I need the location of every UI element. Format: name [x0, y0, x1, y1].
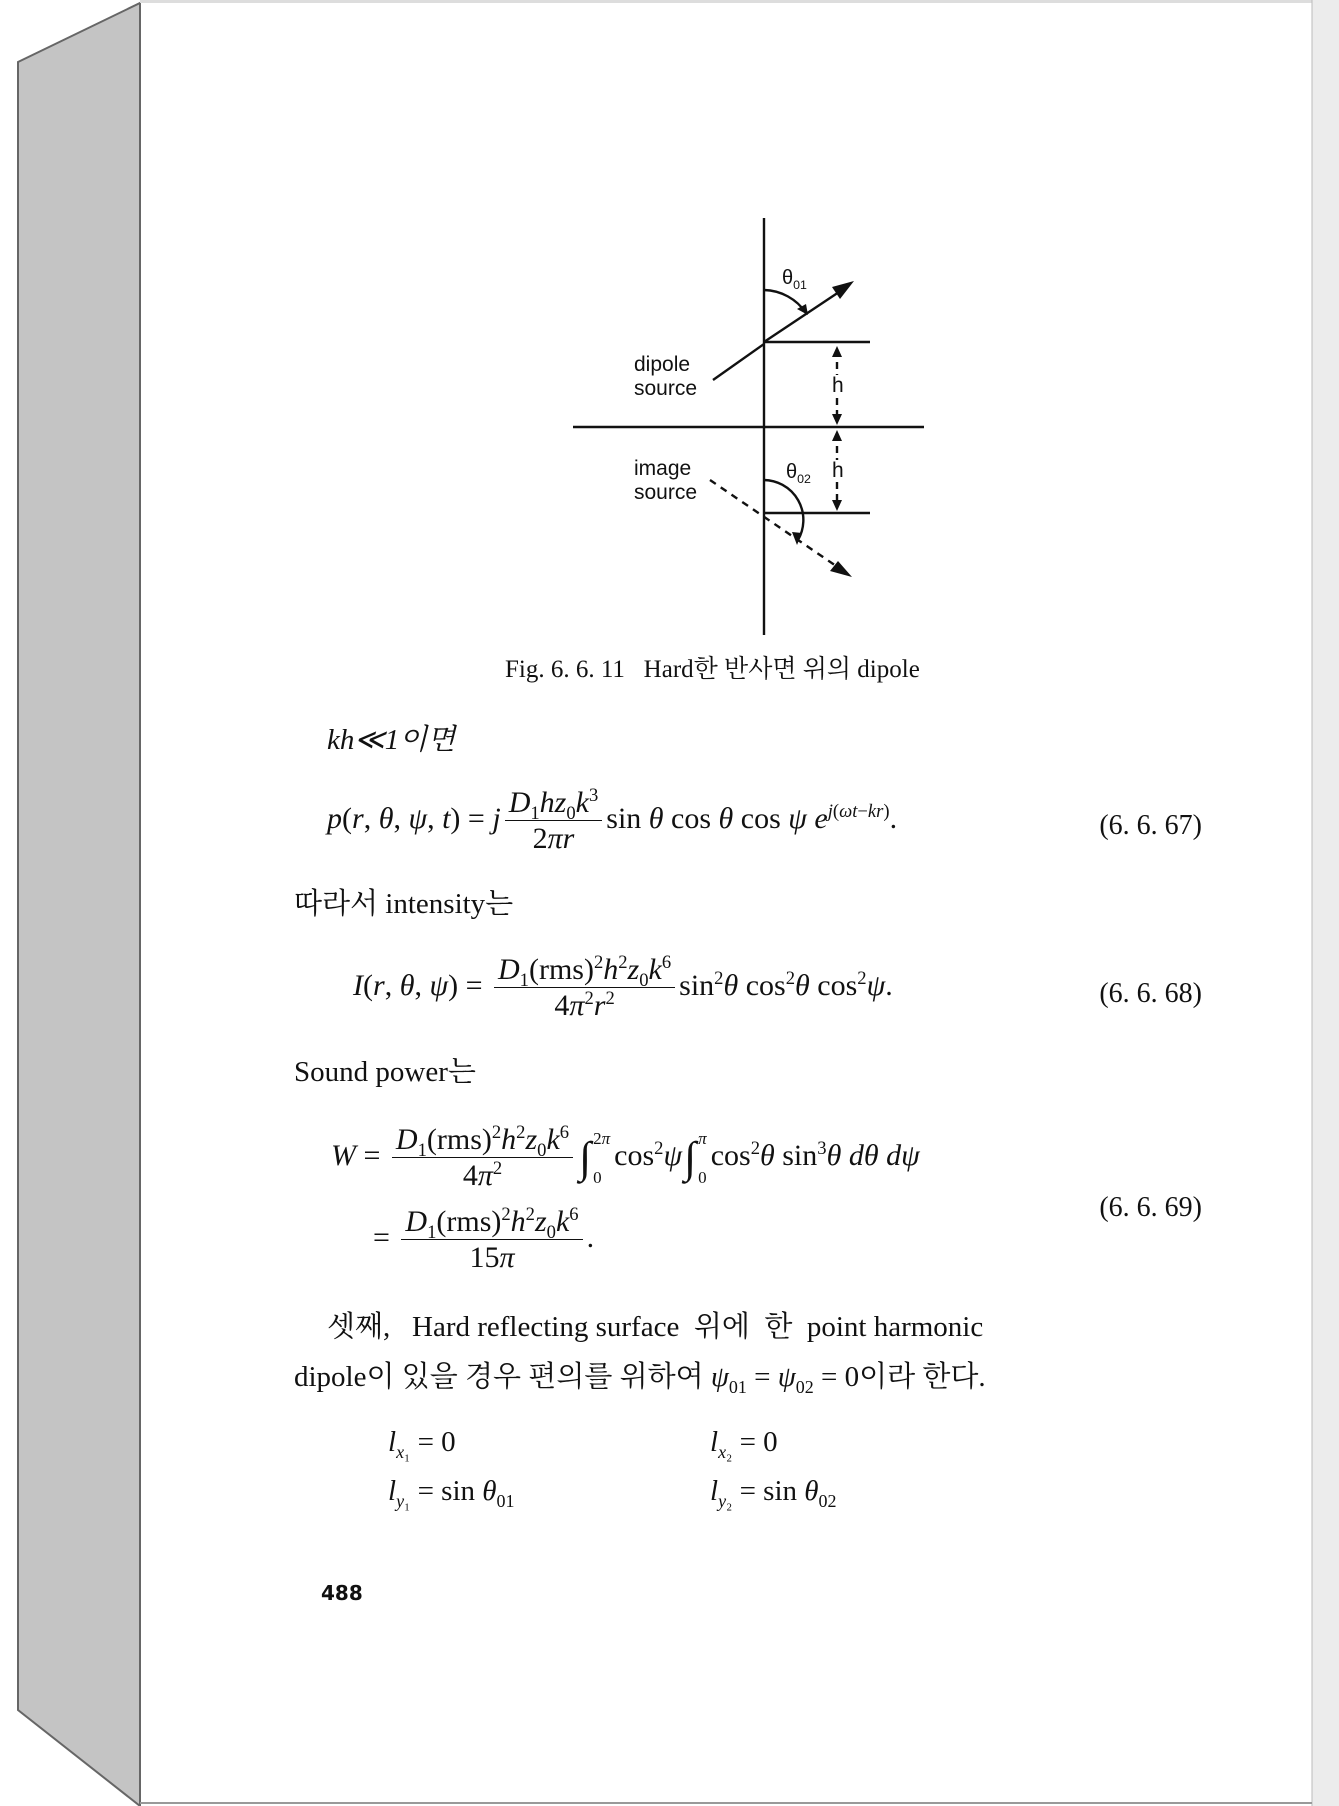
- image-source-vector: [710, 480, 842, 570]
- power-intro: Sound power는: [294, 1056, 476, 1088]
- book-top-edge: [140, 0, 1339, 3]
- label-image-line1: image: [634, 457, 692, 480]
- equation-6-6-69-line1: W = $\frac{D_1(rms)^2h^2z_0k^6}{4\pi^2}$ ∫ 2π 0 $\cos^2\psi\int$ π 0 $\cos^2\theta$ $\sin^3\theta$ dθ dψ: [331, 1122, 920, 1192]
- ly2-equation: $l_{y_2} = \sin \theta_{02}$: [710, 1475, 837, 1511]
- lx1-equation: $l_{x_1} = 0$: [388, 1426, 456, 1462]
- theta02-arc: [764, 480, 803, 540]
- equation-number-69: (6. 6. 69): [1099, 1192, 1202, 1223]
- label-dipole-line1: dipole: [634, 353, 691, 376]
- dipole-source-vector: [764, 290, 842, 342]
- paragraph-line-2: dipole이 있을 경우 편의를 위하여 $\psi_{01} = \psi_{02} = 0$이라 한다.: [294, 1361, 986, 1397]
- dipole-figure: [573, 218, 924, 635]
- paragraph-line-2-prefix: dipole이 있을 경우 편의를 위하여: [294, 1361, 704, 1393]
- page-number: 488: [321, 1581, 363, 1605]
- intensity-intro: 따라서 intensity는: [294, 888, 514, 920]
- equation-6-6-68: I(r, θ, ψ) = $\frac{D_1(rms)^2h^2z_0k^6}{4\pi^2r^2}$ $\sin^2\theta$ $\cos^2\theta$ $\cos^2\psi$.: [353, 952, 893, 1022]
- label-h-upper: h: [832, 374, 844, 397]
- lx2-equation: $l_{x_2} = 0$: [710, 1426, 778, 1462]
- paragraph-line-1: 셋째, Hard reflecting surface 위에 한 point harmonic: [327, 1311, 984, 1343]
- page-right-edge: [1312, 0, 1339, 1806]
- label-theta02: $\theta_{02}$: [786, 461, 811, 486]
- ly1-equation: $l_{y_1} = \sin \theta_{01}$: [388, 1475, 515, 1511]
- equation-6-6-67: p(r, θ, ψ, t) = j $\frac{D_1hz_0k^3}{2\pi r}$ sin θ cos θ cos ψ $e^{j(\omega t-kr)}$.: [327, 785, 898, 855]
- h-upper-arrow-top: [832, 346, 842, 357]
- figure-caption: Fig. 6. 6. 11 Hard한 반사면 위의 dipole: [505, 656, 920, 683]
- h-upper-arrow-bottom: [832, 414, 842, 425]
- h-lower-arrow-bottom: [832, 500, 842, 511]
- condition-label: kh≪1이면: [327, 724, 456, 756]
- equation-6-6-69-line2: = $\frac{D_1(rms)^2h^2z_0k^6}{15\pi}$ .: [373, 1204, 595, 1274]
- label-theta01: $\theta_{01}$: [782, 267, 807, 292]
- label-image-line2: source: [634, 481, 698, 504]
- book-spine-side: [18, 3, 140, 1806]
- h-lower-arrow-top: [832, 430, 842, 441]
- label-h-lower: h: [832, 459, 844, 482]
- equation-number-67: (6. 6. 67): [1099, 810, 1202, 841]
- condition-text: [327, 726, 455, 755]
- paragraph-line-2-suffix: 이라 한다.: [859, 1361, 986, 1393]
- label-dipole-line2: source: [634, 377, 698, 400]
- dipole-leader-line: [713, 344, 764, 380]
- dipole-arrowhead: [832, 281, 854, 299]
- equation-number-68: (6. 6. 68): [1099, 978, 1202, 1009]
